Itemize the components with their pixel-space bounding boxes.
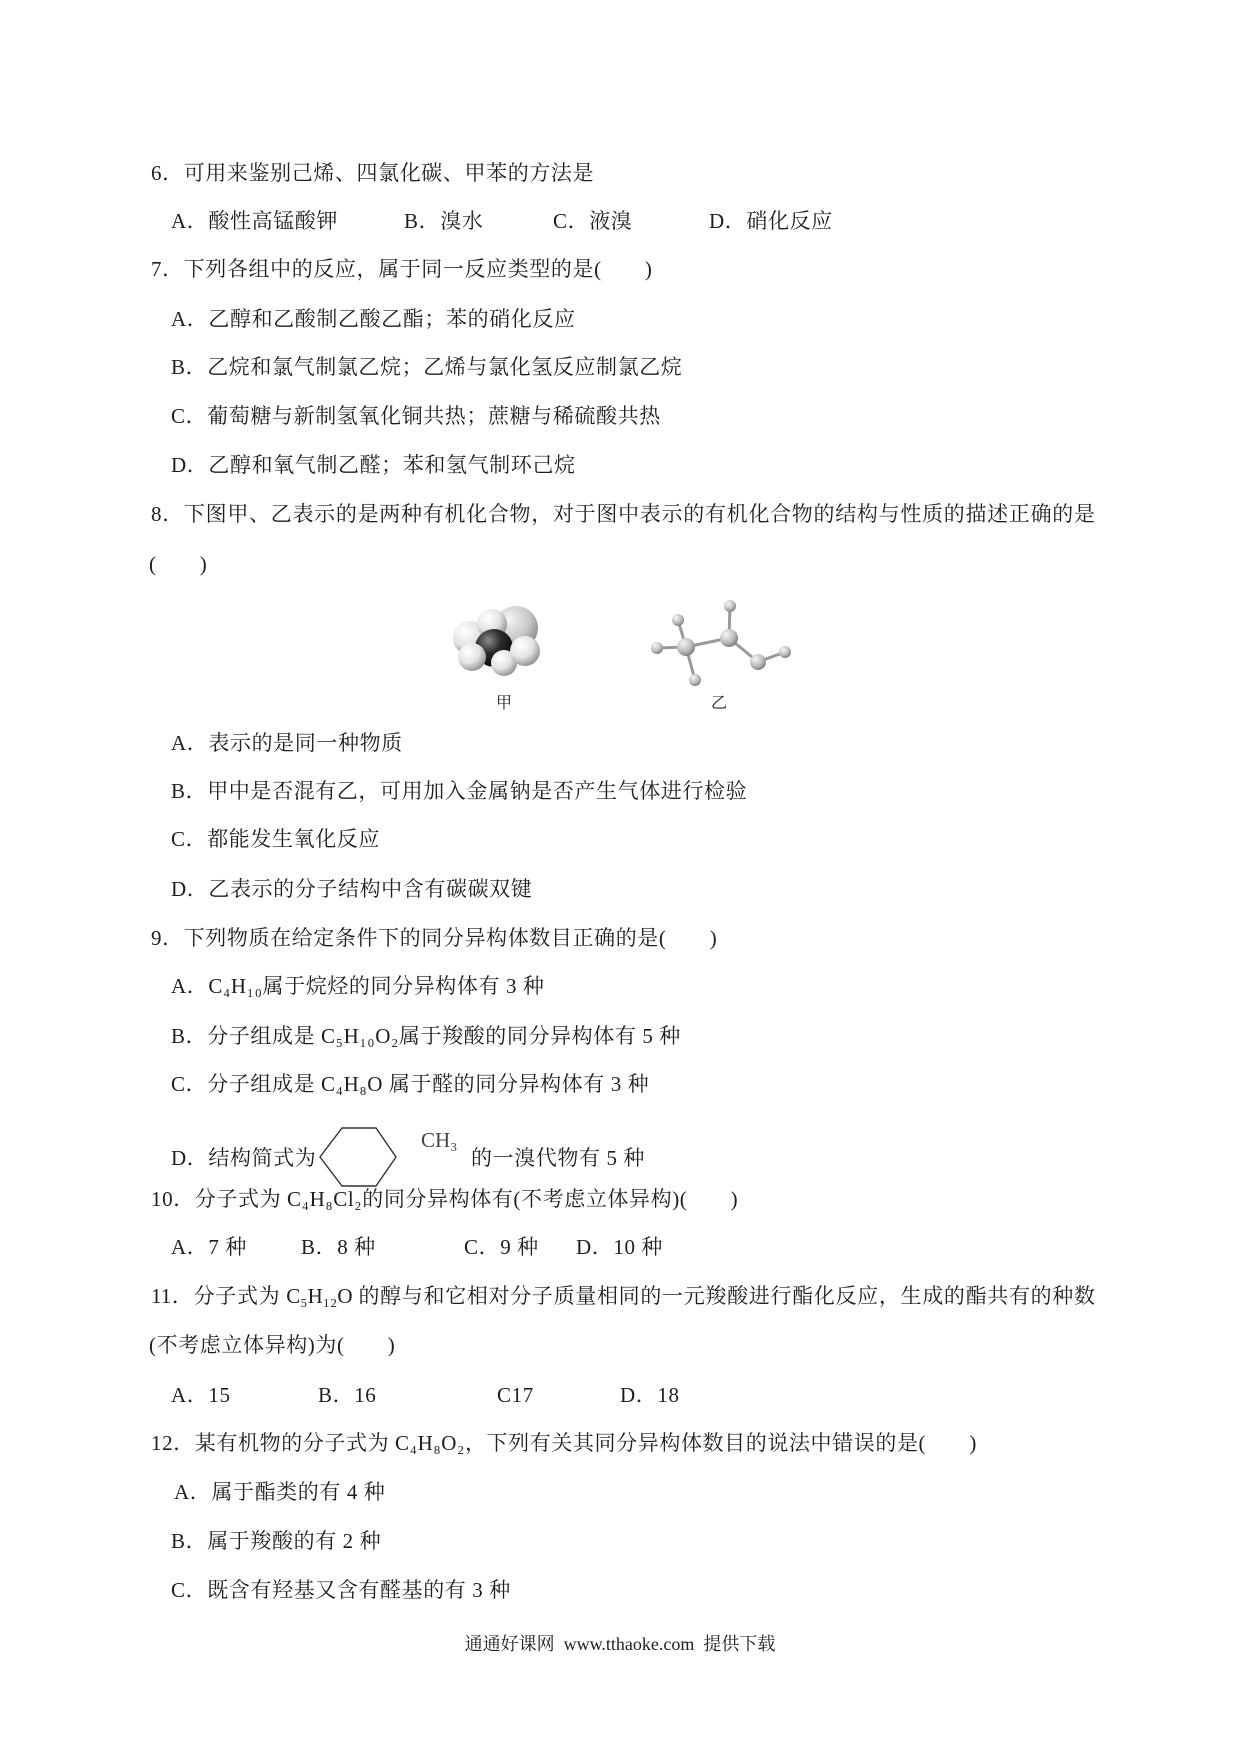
question-12-option-a: A．属于酯类的有 4 种	[174, 1480, 386, 1504]
question-11-option-b: B．16	[318, 1383, 377, 1407]
atom-ball	[677, 638, 695, 656]
question-7-option-b: B．乙烷和氯气制氯乙烷；乙烯与氯化氢反应制氯乙烷	[171, 355, 683, 379]
question-8-option-a: A．表示的是同一种物质	[171, 731, 403, 755]
question-10-option-d: D．10 种	[576, 1235, 664, 1259]
atom-ball	[689, 674, 701, 686]
question-8-option-d: D．乙表示的分子结构中含有碳碳双键	[171, 877, 533, 901]
atom-sphere	[510, 636, 540, 666]
cyclohexane-ring-structure	[316, 1124, 400, 1190]
atom-ball	[720, 629, 738, 647]
page-footer: 通通好课网 www.tthaoke.com 提供下载	[464, 1634, 776, 1654]
question-9-option-a: A．C₄H₁₀属于烷烃的同分异构体有 3 种	[171, 974, 545, 998]
question-9-option-b: B．分子组成是 C₅H₁₀O₂属于羧酸的同分异构体有 5 种	[171, 1024, 681, 1048]
question-11-option-a: A．15	[171, 1383, 231, 1407]
question-9-option-c: C．分子组成是 C₄H₈O 属于醛的同分异构体有 3 种	[171, 1072, 650, 1096]
figure-label-yi: 乙	[711, 695, 728, 712]
question-11-option-d: D．18	[620, 1383, 680, 1407]
question-12-stem: 12．某有机物的分子式为 C₄H₈O₂，下列有关其同分异构体数目的说法中错误的是( )	[151, 1431, 977, 1455]
question-12-option-c: C．既含有羟基又含有醛基的有 3 种	[171, 1578, 511, 1602]
question-10-option-a: A．7 种	[171, 1235, 247, 1259]
question-7-option-d: D．乙醇和氧气制乙醛；苯和氢气制环己烷	[171, 453, 576, 477]
question-10-stem: 10．分子式为 C₄H₈Cl₂的同分异构体有(不考虑立体异构)( )	[151, 1187, 739, 1211]
atom-ball	[724, 600, 736, 612]
atom-sphere	[458, 643, 486, 671]
question-7-option-a: A．乙醇和乙酸制乙酸乙酯；苯的硝化反应	[171, 307, 576, 331]
atom-ball	[672, 614, 684, 626]
question-8-option-b: B．甲中是否混有乙，可用加入金属钠是否产生气体进行检验	[171, 779, 748, 803]
question-8-option-c: C．都能发生氧化反应	[171, 827, 381, 851]
question-6-option-d: D．硝化反应	[709, 209, 833, 233]
question-6-option-b: B．溴水	[404, 209, 484, 233]
question-11-stem-continued: (不考虑立体异构)为( )	[149, 1333, 396, 1357]
figure-label-jia: 甲	[496, 695, 513, 712]
question-9-stem: 9．下列物质在给定条件下的同分异构体数目正确的是( )	[151, 926, 718, 950]
question-10-option-c: C．9 种	[464, 1235, 539, 1259]
question-7-option-c: C．葡萄糖与新制氢氧化铜共热；蔗糖与稀硫酸共热	[171, 404, 661, 428]
question-11-stem: 11．分子式为 C₅H₁₂O 的醇与和它相对分子质量相同的一元羧酸进行酯化反应，生成的酯共有的种数	[151, 1284, 1095, 1308]
question-12-option-b: B．属于羧酸的有 2 种	[171, 1529, 382, 1553]
ball-and-stick-molecule-model	[640, 595, 805, 695]
question-8-stem: 8．下图甲、乙表示的是两种有机化合物，对于图中表示的有机化合物的结构与性质的描述正确的是	[151, 502, 1095, 526]
hexagon-ring	[320, 1128, 396, 1186]
question-6-option-a: A．酸性高锰酸钾	[171, 209, 338, 233]
question-9-option-d-suffix: 的一溴代物有 5 种	[471, 1146, 645, 1170]
question-11-option-c: C17	[497, 1383, 534, 1407]
atom-ball	[779, 646, 791, 658]
question-8-answer-blank: ( )	[149, 552, 208, 576]
space-filling-molecule-model	[448, 604, 544, 680]
question-10-option-b: B．8 种	[301, 1235, 376, 1259]
question-6-option-c: C．液溴	[553, 209, 633, 233]
atom-ball	[750, 654, 766, 670]
question-9-option-d-prefix: D．结构简式为	[171, 1146, 317, 1170]
methyl-substituent-label: CH₃	[421, 1128, 458, 1152]
atom-ball	[651, 642, 663, 654]
question-7-stem: 7．下列各组中的反应，属于同一反应类型的是( )	[151, 257, 653, 281]
question-6-stem: 6．可用来鉴别己烯、四氯化碳、甲苯的方法是	[151, 161, 595, 185]
